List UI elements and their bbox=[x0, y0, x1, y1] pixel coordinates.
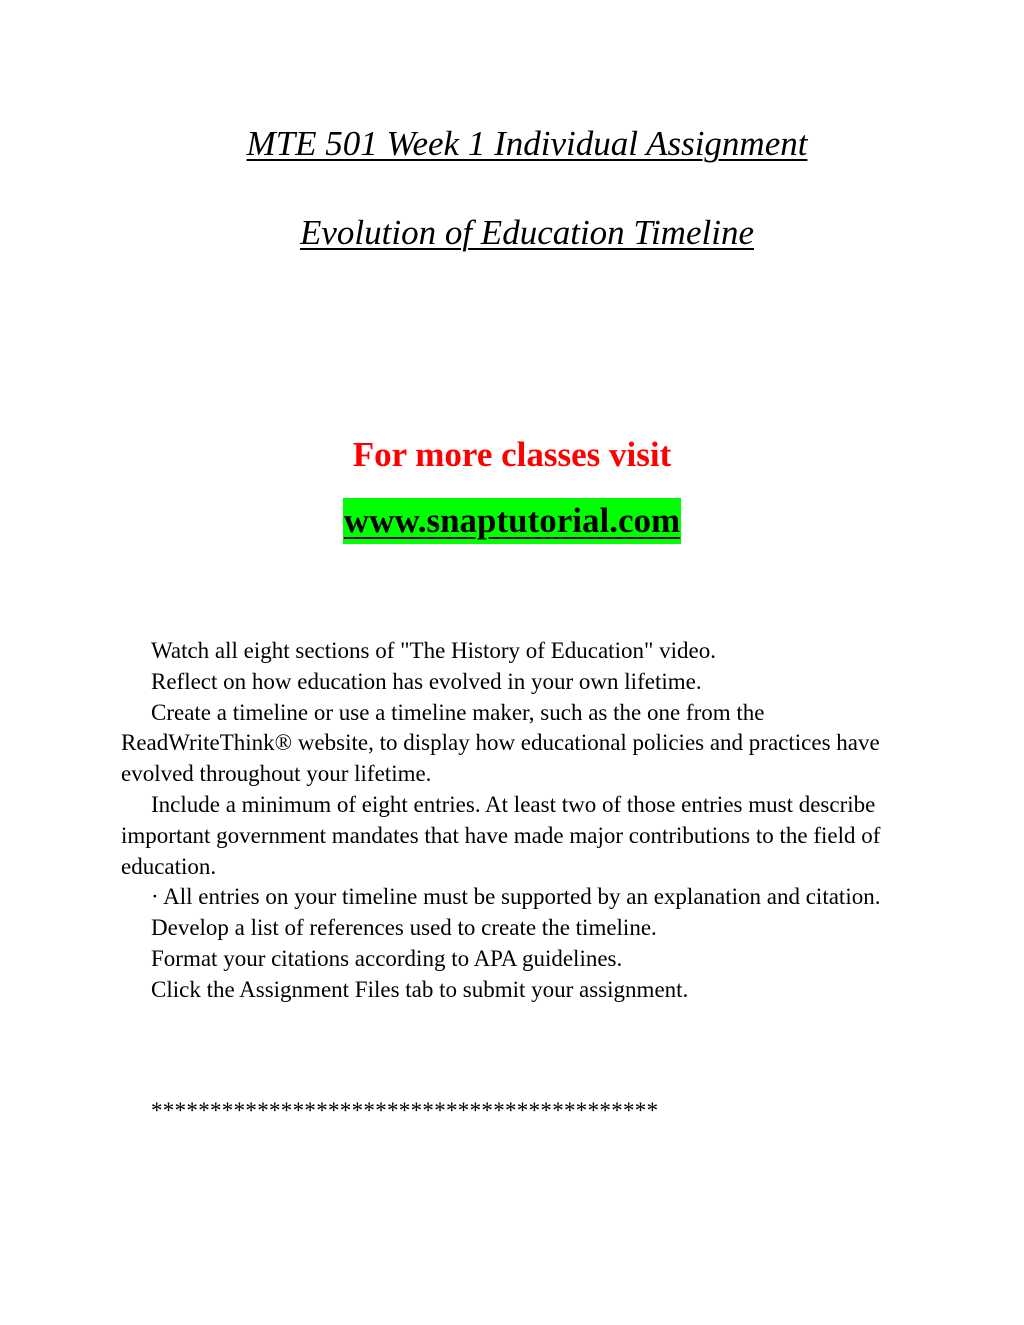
instruction-item: Click the Assignment Files tab to submit your assignment. bbox=[151, 976, 689, 1002]
instruction-item: Create a timeline or use a timeline maker, such as the one from the ReadWriteThink® website, to display how educational policies and practices have evolved throughout your lifetime. bbox=[121, 699, 880, 787]
instruction-item: Include a minimum of eight entries. At least two of those entries must describe important government mandates that have made major contributions to the field of education. bbox=[121, 791, 881, 879]
instruction-item: Format your citations according to APA guidelines. bbox=[151, 945, 623, 971]
promo-link-container bbox=[0, 498, 1024, 544]
document-subtitle: Evolution of Education Timeline bbox=[300, 213, 754, 252]
instruction-list bbox=[121, 636, 881, 1006]
instruction-item: · All entries on your timeline must be supported by an explanation and citation. bbox=[151, 884, 881, 910]
document-title: MTE 501 Week 1 Individual Assignment bbox=[246, 124, 808, 163]
asterisk-separator: ******************************************* bbox=[151, 1098, 659, 1123]
instruction-item: Develop a list of references used to create the timeline. bbox=[151, 915, 657, 941]
snaptutorial-link[interactable]: www.snaptutorial.com bbox=[343, 498, 681, 544]
promo-text: For more classes visit bbox=[352, 435, 672, 474]
instruction-item: Watch all eight sections of "The History of Education" video. bbox=[151, 638, 716, 663]
instruction-item: Reflect on how education has evolved in your own lifetime. bbox=[151, 668, 702, 694]
